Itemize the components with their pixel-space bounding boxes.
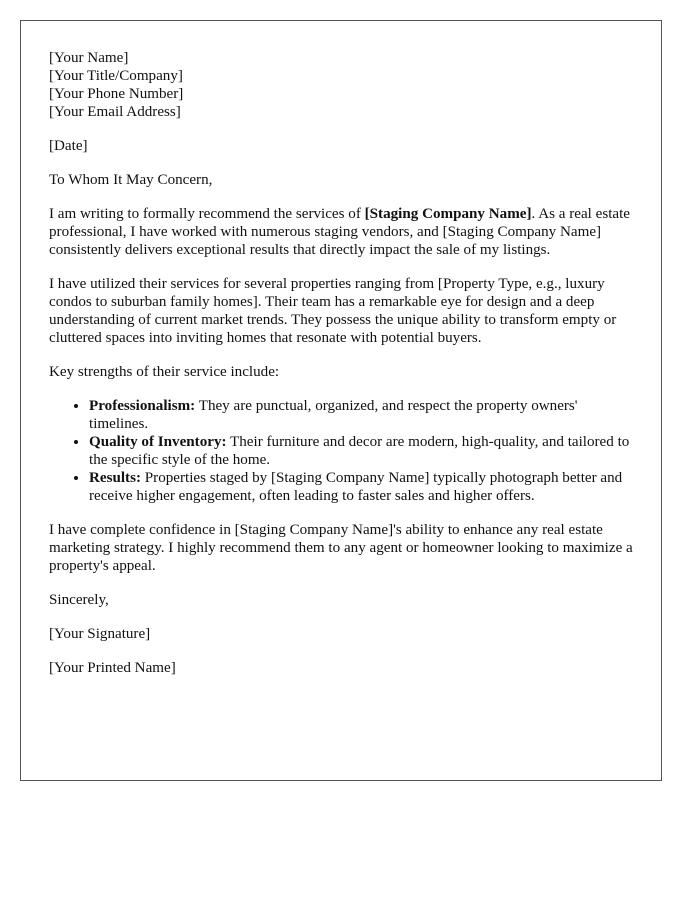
sender-title-company: [Your Title/Company] [49, 68, 183, 84]
closing: Sincerely, [49, 592, 109, 608]
strength-title: Professionalism: [89, 398, 196, 414]
experience-paragraph: I have utilized their services for several properties ranging from [Property Type, e.g., luxury condos to suburban family homes]. Their team has a remarkable eye for design and a deep understanding of current market trends. They possess the unique ability to transform empty or cluttered spaces into inviting homes that resonate with potential buyers. [49, 276, 617, 346]
sender-block [49, 49, 633, 121]
sender-phone: [Your Phone Number] [49, 86, 184, 102]
strength-item-results [89, 469, 633, 505]
sender-name: [Your Name] [49, 50, 129, 66]
printed-name: [Your Printed Name] [49, 660, 176, 676]
strengths-list [49, 397, 633, 505]
intro-company-name: [Staging Company Name] [364, 206, 532, 222]
strength-item-quality [89, 433, 633, 469]
strengths-intro: Key strengths of their service include: [49, 364, 280, 380]
strength-title: Quality of Inventory: [89, 434, 227, 450]
strength-title: Results: [89, 470, 141, 486]
strength-text: They are punctual, organized, and respect the property owners' timelines. [89, 398, 578, 432]
strength-item-professionalism [89, 397, 633, 433]
intro-paragraph [49, 205, 633, 259]
sender-email: [Your Email Address] [49, 104, 181, 120]
letter-date: [Date] [49, 138, 88, 154]
signature-line: [Your Signature] [49, 626, 151, 642]
confidence-paragraph: I have complete confidence in [Staging Company Name]'s ability to enhance any real estate marketing strategy. I highly recommend them to any agent or homeowner looking to maximize a property's appeal. [49, 522, 633, 574]
intro-text-after: . As a real estate professional, I have worked with numerous staging vendors, and [Staging Company Name] consistently delivers exceptional results that directly impact the sale of my listings. [49, 206, 630, 258]
intro-text-before: I am writing to formally recommend the services of [49, 206, 365, 222]
strength-text: Their furniture and decor are modern, high-quality, and tailored to the specific style of the home. [89, 434, 630, 468]
strength-text: Properties staged by [Staging Company Name] typically photograph better and receive higher engagement, often leading to faster sales and higher offers. [89, 470, 623, 504]
letter-page [20, 20, 662, 781]
salutation: To Whom It May Concern, [49, 172, 213, 188]
